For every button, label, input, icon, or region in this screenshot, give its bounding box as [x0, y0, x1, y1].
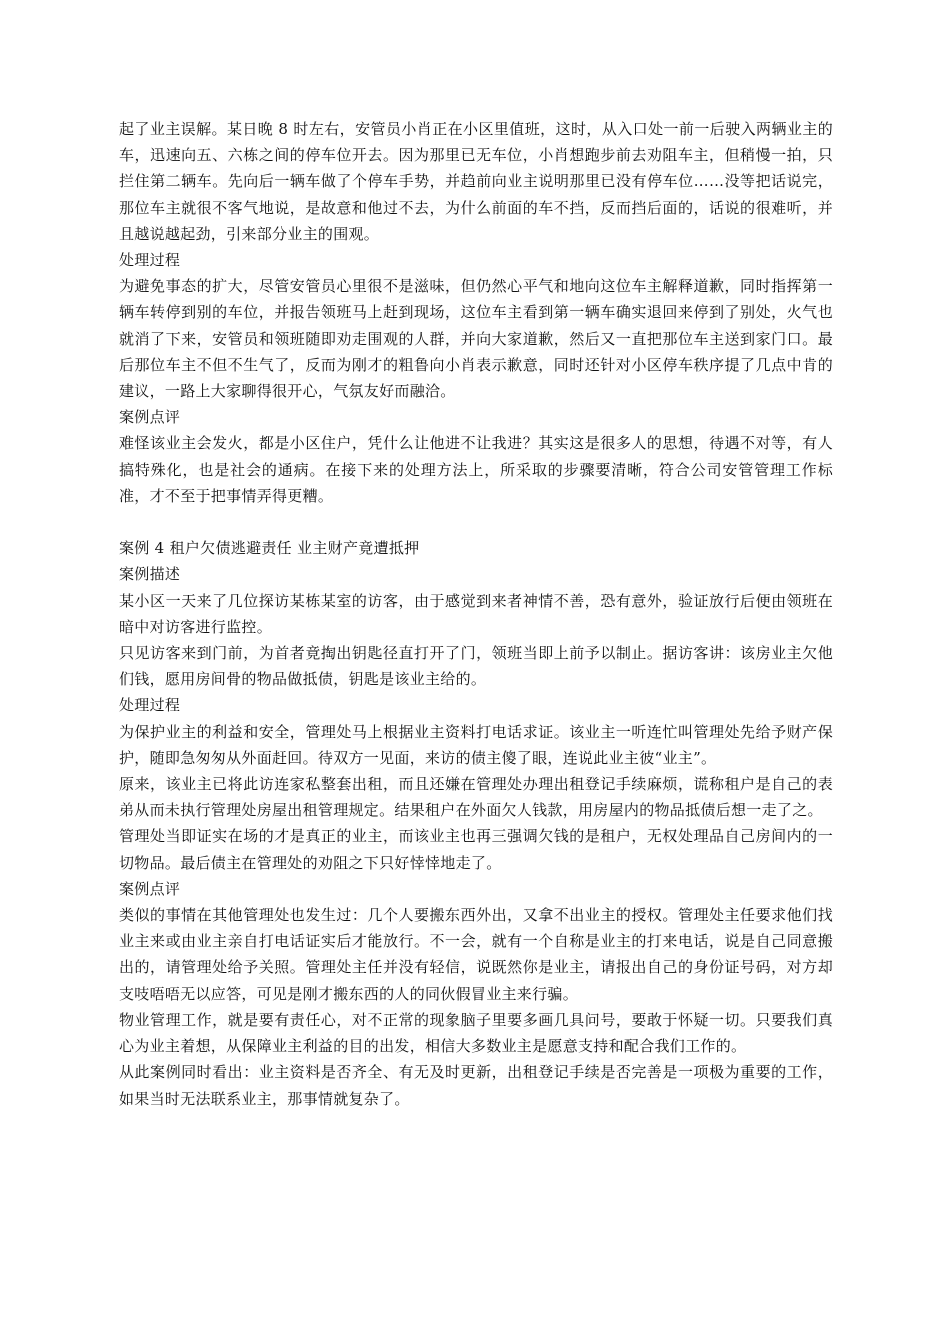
- paragraph-case-review-2a: 类似的事情在其他管理处也发生过：几个人要搬东西外出，又拿不出业主的授权。管理处主任要求他们找业主来或由业主亲自打电话证实后才能放行。不一会，就有一个自称是业主的打来电话，说是自己同意搬出的，请管理处给予关照。管理处主任并没有轻信，说既然你是业主，请报出自己的身份证号码，对方却支吱唔唔无以应答，可见是刚才搬东西的人的同伙假冒业主来行骗。: [119, 906, 833, 1003]
- case-4-title: 案例 4 租户欠债逃避责任 业主财产竟遭抵押: [119, 539, 420, 558]
- paragraph-intro-continued: 起了业主误解。某日晚 8 时左右，安管员小肖正在小区里值班，这时，从入口处一前一后驶入两辆业主的车，迅速向五、六栋之间的停车位开去。因为那里已无车位，小肖想跑步前去劝阻车主，但稍慢一拍，只拦住第二辆车。先向后一辆车做了个停车手势，并趋前向业主说明那里已没有停车位……没等把话说完，那位车主就很不客气地说，是故意和他过不去，为什么前面的车不挡，反而挡后面的，话说的很难听，并且越说越起劲，引来部分业主的围观。: [119, 120, 833, 243]
- paragraph-handling-process-2a: 为保护业主的利益和安全，管理处马上根据业主资料打电话求证。该业主一听连忙叫管理处先给予财产保护，随即急匆匆从外面赶回。待双方一见面，来访的债主傻了眼，连说此业主彼“业主”。: [119, 722, 833, 767]
- paragraph-handling-process-2b: 原来，该业主已将此访连家私整套出租，而且还嫌在管理处办理出租登记手续麻烦，谎称租户是自己的表弟从而未执行管理处房屋出租管理规定。结果租户在外面欠人钱款，用房屋内的物品抵债后想一走了之。: [119, 775, 833, 820]
- heading-handling-process: 处理过程: [119, 251, 181, 270]
- heading-case-review: 案例点评: [119, 408, 181, 427]
- heading-case-description: 案例描述: [119, 565, 181, 584]
- paragraph-case-review: 难怪该业主会发火，都是小区住户，凭什么让他进不让我进？其实这是很多人的思想，待遇不对等，有人搞特殊化，也是社会的通病。在接下来的处理方法上，所采取的步骤要清晰，符合公司安管管理工作标准，才不至于把事情弄得更糟。: [119, 434, 833, 505]
- heading-case-review-2: 案例点评: [119, 879, 181, 898]
- section-gap: [119, 509, 833, 535]
- paragraph-case-description-2: 只见访客来到门前，为首者竟掏出钥匙径直打开了门，领班当即上前予以制止。据访客讲：该房业主欠他们钱，愿用房间骨的物品做抵债，钥匙是该业主给的。: [119, 644, 833, 689]
- paragraph-case-review-2b: 物业管理工作，就是要有责任心，对不正常的现象脑子里要多画几具问号，要敢于怀疑一切。只要我们真心为业主着想，从保障业主利益的目的出发，相信大多数业主是愿意支持和配合我们工作的。: [119, 1010, 833, 1056]
- document-body: [119, 116, 833, 1112]
- paragraph-case-review-2c: 从此案例同时看出：业主资料是否齐全、有无及时更新，出租登记手续是否完善是一项极为重要的工作，如果当时无法联系业主，那事情就复杂了。: [119, 1063, 833, 1108]
- paragraph-case-description-1: 某小区一天来了几位探访某栋某室的访客，由于感觉到来者神情不善，恐有意外，验证放行后便由领班在暗中对访客进行监控。: [119, 591, 833, 636]
- paragraph-handling-process: 为避免事态的扩大，尽管安管员心里很不是滋味，但仍然心平气和地向这位车主解释道歉，同时指挥第一辆车转停到别的车位，并报告领班马上赶到现场，这位车主看到第一辆车确实退回来停到了别处，火气也就消了下来，安管员和领班随即劝走围观的人群，并向大家道歉，然后又一直把那位车主送到家门口。最后那位车主不但不生气了，反而为刚才的粗鲁向小肖表示歉意，同时还针对小区停车秩序提了几点中肯的建议，一路上大家聊得很开心，气氛友好而融洽。: [119, 277, 833, 401]
- paragraph-handling-process-2c: 管理处当即证实在场的才是真正的业主，而该业主也再三强调欠钱的是租户，无权处理品自己房间内的一切物品。最后债主在管理处的劝阻之下只好悻悻地走了。: [119, 827, 833, 872]
- heading-handling-process-2: 处理过程: [119, 696, 181, 715]
